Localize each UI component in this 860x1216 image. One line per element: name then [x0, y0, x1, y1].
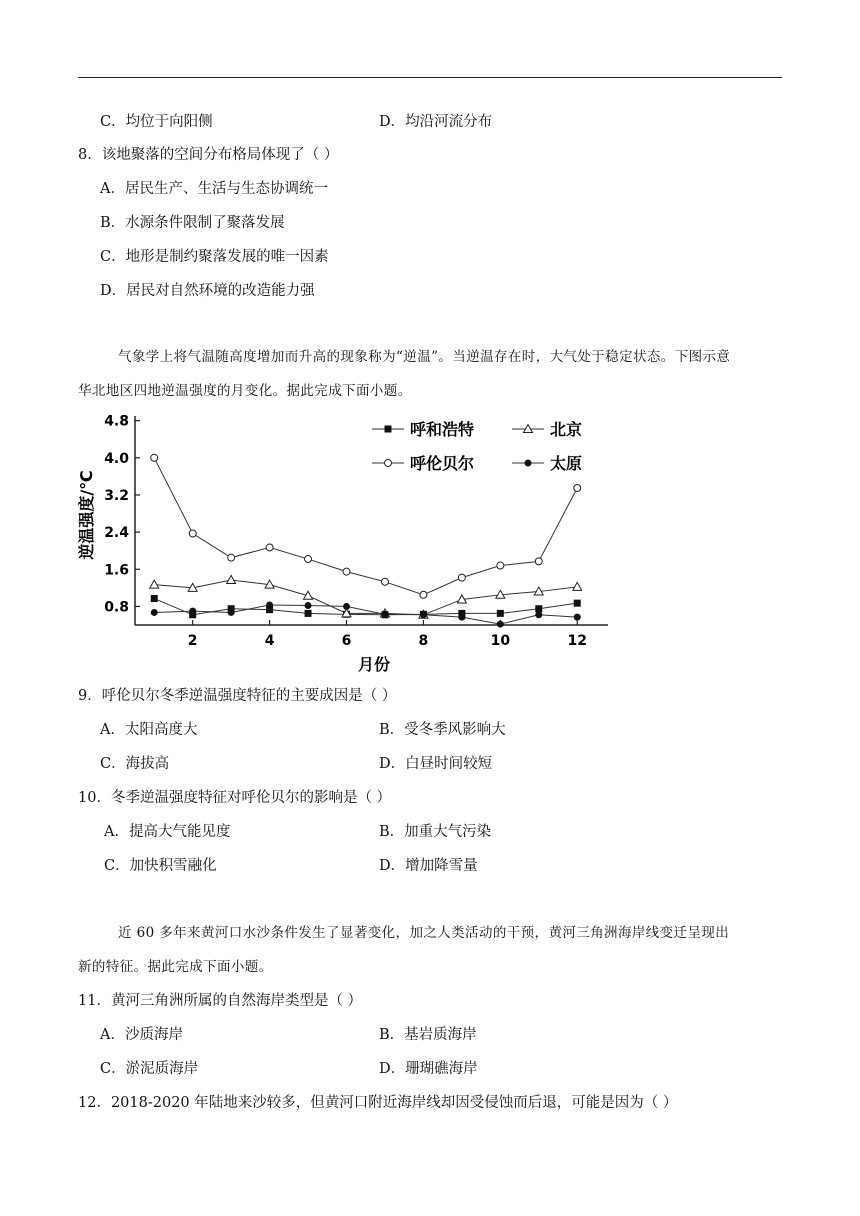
legend-item — [512, 420, 582, 439]
header-rule — [78, 77, 782, 78]
x-axis-label: 月份 — [357, 655, 391, 674]
data-point — [385, 426, 392, 433]
series-square-filled — [151, 595, 581, 618]
data-point — [381, 578, 388, 585]
data-point — [420, 611, 427, 618]
data-point — [189, 530, 196, 537]
series-circle-open — [151, 454, 581, 598]
data-point — [535, 611, 542, 618]
q8-option-c: C．地形是制约聚落发展的唯一因素 — [100, 249, 329, 265]
q10-option-b: B．加重大气污染 — [379, 824, 492, 840]
q9-option-d: D．白昼时间较短 — [379, 756, 493, 772]
passage-yellow-river-line2: 新的特征。据此完成下面小题。 — [78, 959, 273, 975]
q12-stem: 12．2018-2020 年陆地来沙较多，但黄河口附近海岸线却因受侵蚀而后退，可能是因为（ ） — [78, 1095, 678, 1111]
data-point — [535, 558, 542, 565]
x-tick-label: 8 — [418, 633, 429, 649]
q11-option-d: D．珊瑚礁海岸 — [379, 1061, 478, 1077]
legend — [372, 420, 582, 473]
series-line — [154, 458, 577, 595]
data-point — [228, 554, 235, 561]
q11-option-b: B．基岩质海岸 — [379, 1027, 477, 1043]
data-point — [305, 610, 312, 617]
q11-stem: 11．黄河三角洲所属的自然海岸类型是（ ） — [78, 993, 363, 1009]
inversion-chart — [72, 408, 612, 678]
legend-label: 北京 — [550, 420, 583, 439]
q9-option-c: C．海拔高 — [100, 756, 170, 772]
passage-inversion-line2: 华北地区四地逆温强度的月变化。据此完成下面小题。 — [78, 383, 412, 399]
q7-option-d: D．均沿河流分布 — [379, 114, 493, 130]
q11-option-a: A．沙质海岸 — [100, 1027, 183, 1043]
q9-option-b: B．受冬季风影响大 — [379, 722, 506, 738]
data-point — [381, 611, 388, 618]
data-point — [189, 608, 196, 615]
q10-stem: 10．冬季逆温强度特征对呼伦贝尔的影响是（ ） — [78, 790, 392, 806]
q10-option-c: C．加快积雪融化 — [104, 858, 217, 874]
y-tick-label: 3.2 — [104, 487, 129, 504]
data-point — [305, 602, 312, 609]
legend-item — [372, 420, 474, 439]
data-point — [227, 575, 236, 583]
x-tick-label: 4 — [264, 633, 275, 649]
q11-option-c: C．淤泥质海岸 — [100, 1061, 199, 1077]
q8-option-a: A．居民生产、生活与生态协调统一 — [100, 181, 328, 197]
q8-option-b: B．水源条件限制了聚落发展 — [100, 215, 285, 231]
q8-option-d: D．居民对自然环境的改造能力强 — [100, 283, 315, 299]
data-point — [497, 562, 504, 569]
data-point — [574, 600, 581, 607]
x-tick-label: 2 — [187, 633, 198, 649]
data-point — [420, 591, 427, 598]
passage-yellow-river-line1: 近 60 多年来黄河口水沙条件发生了显著变化，加之人类活动的干预，黄河三角洲海岸线变迁呈现出 — [118, 925, 730, 941]
x-tick-label: 6 — [341, 633, 352, 649]
q10-option-a: A．提高大气能见度 — [104, 824, 231, 840]
q8-stem: 8．该地聚落的空间分布格局体现了（ ） — [78, 147, 339, 163]
data-point — [525, 460, 532, 467]
y-tick-label: 4.0 — [104, 450, 129, 467]
series — [150, 454, 582, 627]
data-point — [497, 621, 504, 628]
data-point — [151, 609, 158, 616]
y-tick-label: 4.8 — [104, 413, 129, 430]
series-line — [154, 580, 577, 615]
legend-item — [512, 454, 582, 473]
q7-option-c: C．均位于向阳侧 — [100, 114, 213, 130]
legend-item — [372, 454, 474, 473]
x-tick-label: 12 — [567, 633, 587, 649]
legend-label: 呼伦贝尔 — [410, 454, 475, 473]
y-tick-label: 2.4 — [104, 525, 129, 542]
data-point — [535, 605, 542, 612]
data-point — [458, 574, 465, 581]
q10-option-d: D．增加降雪量 — [379, 858, 478, 874]
data-point — [574, 614, 581, 621]
data-point — [458, 614, 465, 621]
data-point — [151, 454, 158, 461]
q9-stem: 9．呼伦贝尔冬季逆温强度特征的主要成因是（ ） — [78, 688, 397, 704]
data-point — [573, 582, 582, 590]
data-point — [497, 610, 504, 617]
q9-option-a: A．太阳高度大 — [100, 722, 198, 738]
y-tick-label: 0.8 — [104, 599, 129, 616]
data-point — [266, 602, 273, 609]
data-point — [343, 568, 350, 575]
legend-label: 呼和浩特 — [410, 420, 475, 439]
x-tick-label: 10 — [490, 633, 511, 649]
data-point — [574, 484, 581, 491]
y-axis-label: 逆温强度/℃ — [77, 470, 96, 560]
passage-inversion-line1: 气象学上将气温随高度增加而升高的现象称为“逆温”。当逆温存在时，大气处于稳定状态。下图示意 — [118, 349, 731, 365]
y-tick-label: 1.6 — [104, 562, 129, 579]
data-point — [385, 460, 392, 467]
data-point — [266, 544, 273, 551]
data-point — [150, 580, 159, 588]
data-point — [343, 603, 350, 610]
legend-label: 太原 — [550, 454, 583, 473]
data-point — [228, 609, 235, 616]
data-point — [305, 556, 312, 563]
data-point — [151, 595, 158, 602]
